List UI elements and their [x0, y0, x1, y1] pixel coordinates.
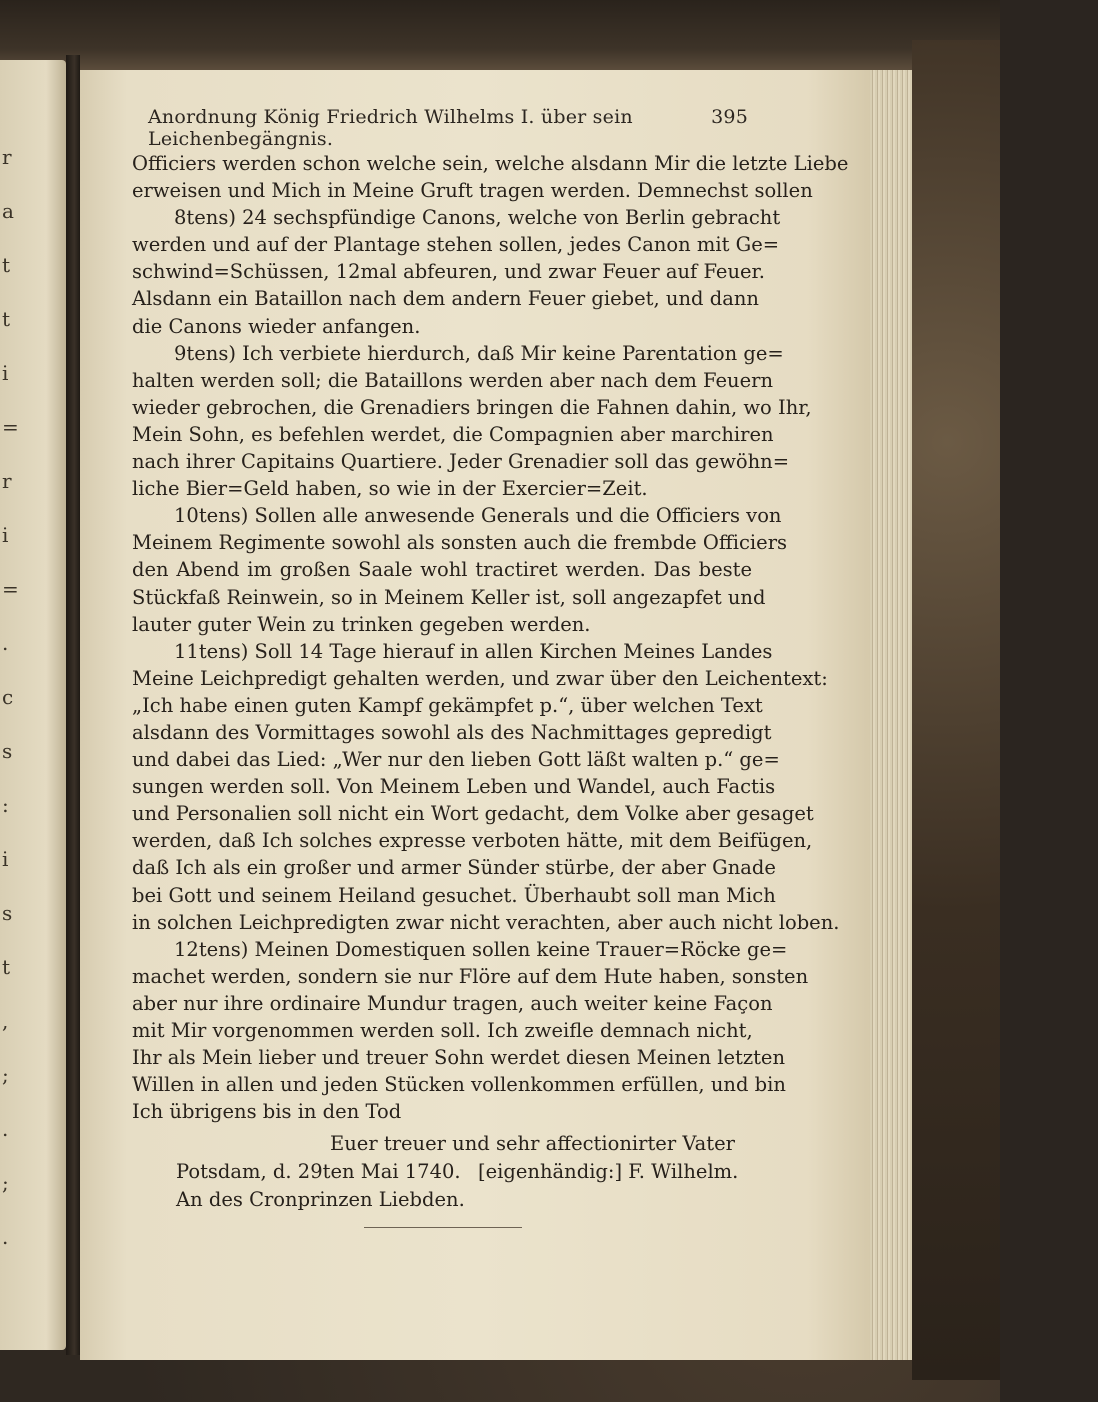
text-line: und Personalien soll nicht ein Wort gedacht, dem Volke aber gesaget: [132, 802, 814, 826]
left-page-fragment: =: [2, 577, 19, 601]
text-line: und dabei das Lied: „Wer nur den lieben Gott läßt walten p.“ ge=: [132, 748, 780, 772]
left-page-fragment: r: [2, 469, 12, 493]
text-line: wieder gebrochen, die Grenadiers bringen die Fahnen dahin, wo Ihr,: [132, 395, 812, 419]
end-rule: [364, 1227, 522, 1228]
text-line: nach ihrer Capitains Quartiere. Jeder Grenadier soll das gewöhn=: [132, 450, 790, 474]
text-line: werden, daß Ich solches expresse verboten hätte, mit dem Beifügen,: [132, 829, 813, 853]
text-line: den Abend im großen Saale wohl tractiret werden. Das beste: [132, 558, 752, 582]
book-cover-top: [0, 0, 1000, 70]
left-page-fragment: r: [2, 145, 12, 169]
text-line: machet werden, sondern sie nur Flöre auf dem Hute haben, sonsten: [132, 964, 809, 988]
left-page-fragment: s: [2, 901, 13, 925]
text-line: sungen werden soll. Von Meinem Leben und Wandel, auch Factis: [132, 775, 776, 799]
text-line: 10tens) Sollen alle anwesende Generals und die Officiers von: [174, 504, 782, 528]
text-line: die Canons wieder anfangen.: [132, 314, 421, 338]
left-page-edge: [0, 60, 66, 1350]
left-page-fragment: s: [2, 739, 13, 763]
text-line: 9tens) Ich verbiete hierdurch, daß Mir keine Parentation ge=: [174, 341, 784, 365]
text-line: Ihr als Mein lieber und treuer Sohn werdet diesen Meinen letzten: [132, 1046, 786, 1070]
left-page-fragment: t: [2, 955, 11, 979]
page-gutter: [66, 55, 80, 1355]
left-page-fragment: ,: [2, 1009, 9, 1033]
text-line: mit Mir vorgenommen werden soll. Ich zweifle demnach nicht,: [132, 1019, 753, 1042]
text-line: 12tens) Meinen Domestiquen sollen keine Trauer=Röcke ge=: [174, 937, 788, 961]
text-line: Willen in allen und jeden Stücken vollenkommen erfüllen, und bin: [132, 1073, 786, 1097]
left-page-fragment: .: [2, 631, 9, 655]
left-page-fragment: ;: [2, 1063, 9, 1087]
text-line: erweisen und Mich in Meine Gruft tragen werden. Demnechst sollen: [132, 179, 813, 203]
text-line: aber nur ihre ordinaire Mundur tragen, auch weiter keine Façon: [132, 991, 773, 1015]
text-line: liche Bier=Geld haben, so wie in der Exercier=Zeit.: [132, 477, 648, 501]
text-line: Meinem Regimente sowohl als sonsten auch die frembde Officiers: [132, 531, 788, 555]
valediction: Euer treuer und sehr affectionirter Vater: [330, 1132, 735, 1155]
page-number: 395: [711, 106, 748, 128]
text-line: in solchen Leichpredigten zwar nicht verachten, aber auch nicht loben.: [132, 910, 840, 934]
left-page-fragment: t: [2, 253, 11, 277]
left-page-fragment: c: [2, 685, 14, 709]
left-page-fragment: .: [2, 1225, 9, 1249]
text-line: daß Ich als ein großer und armer Sünder stürbe, der aber Gnade: [132, 856, 776, 880]
running-title: Anordnung König Friedrich Wilhelms I. über sein Leichenbegängnis.: [148, 106, 633, 150]
text-line: alsdann des Vormittages sowohl als des Nachmittages gepredigt: [132, 720, 772, 744]
text-line: lauter guter Wein zu trinken gegeben werden.: [132, 612, 591, 636]
place-date: Potsdam, d. 29ten Mai 1740.: [176, 1160, 461, 1183]
left-page-fragment: .: [2, 1117, 9, 1141]
left-page-fragment: a: [2, 199, 14, 223]
text-line: schwind=Schüssen, 12mal abfeuren, und zwar Feuer auf Feuer.: [132, 260, 765, 284]
text-line: „Ich habe einen guten Kampf gekämpfet p.“, über welchen Text: [132, 693, 763, 717]
left-page-fragment: i: [2, 361, 9, 385]
text-line: Meine Leichpredigt gehalten werden, und zwar über den Leichentext:: [132, 666, 828, 690]
text-line: halten werden soll; die Bataillons werden aber nach dem Feuern: [132, 368, 774, 392]
text-line: bei Gott und seinem Heiland gesuchet. Überhaubt soll man Mich: [132, 883, 776, 907]
text-line: Stückfaß Reinwein, so in Meinem Keller ist, soll angezapfet und: [132, 585, 766, 609]
text-line: Ich übrigens bis in den Tod: [132, 1100, 402, 1124]
body-text: [132, 150, 849, 1125]
left-page-fragment: t: [2, 307, 11, 331]
left-page-fragment: =: [2, 415, 19, 439]
text-line: Alsdann ein Bataillon nach dem andern Feuer giebet, und dann: [132, 287, 759, 311]
signature: [eigenhändig:] F. Wilhelm.: [478, 1160, 739, 1183]
left-page-fragment: i: [2, 523, 9, 547]
address-line: An des Cronprinzen Liebden.: [176, 1188, 465, 1211]
text-line: Mein Sohn, es befehlen werdet, die Compagnien aber marchiren: [132, 422, 774, 446]
text-line: Officiers werden schon welche sein, welche alsdann Mir die letzte Liebe: [132, 152, 849, 175]
running-header: [148, 106, 748, 150]
left-page-fragment: ;: [2, 1171, 9, 1195]
text-line: 8tens) 24 sechspfündige Canons, welche von Berlin gebracht: [174, 206, 781, 230]
text-line: werden und auf der Plantage stehen sollen, jedes Canon mit Ge=: [132, 233, 780, 257]
text-line: 11tens) Soll 14 Tage hierauf in allen Kirchen Meines Landes: [174, 639, 773, 663]
left-page-fragment: i: [2, 847, 9, 871]
left-page-fragment: :: [2, 793, 9, 817]
